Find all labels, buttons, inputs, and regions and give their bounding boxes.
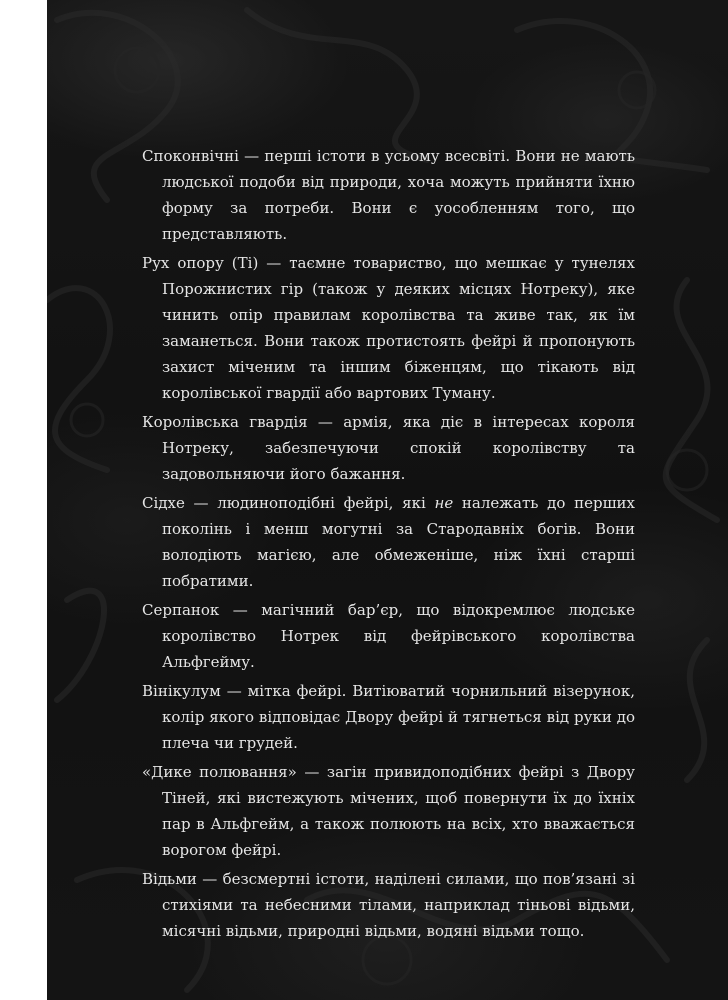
glossary-definition: перші істоти в усьому всесвіті. Вони не мають людської подоби від природи, хоча можуть прийняти їхню форму за потреби. Вони є уособленням того, що представляють. — [162, 147, 635, 243]
term-separator: — — [184, 494, 218, 512]
glossary-definition: безсмертні істоти, наділені силами, що пов’язані зі стихіями та небесними тілами, наприклад тіньові відьми, місячні відьми, природні відьми, водяні відьми тощо. — [162, 870, 635, 940]
term-separator: — — [238, 147, 265, 165]
term-separator: — — [196, 870, 223, 888]
term-separator: — — [296, 763, 327, 781]
glossary-definition-emphasis: не — [434, 494, 454, 512]
glossary-entry-veil — [142, 597, 635, 675]
glossary-entry-primordials — [142, 143, 635, 247]
glossary-entry-sidhe — [142, 490, 635, 594]
glossary-definition-part: людиноподібні фейрі, які — [217, 494, 435, 512]
glossary-definition: магічний бар’єр, що відокремлює людське королівство Нотрек від фейрівського королівства Альфгейму. — [162, 601, 635, 671]
glossary-definition-part: належать до перших поколінь і менш могутні за Стародавніх богів. Вони володіють магією, але обмеженіше, ніж їхні старші побратими. — [162, 494, 635, 590]
glossary-term: Сідхе — [142, 494, 185, 512]
term-separator: — — [258, 254, 290, 272]
glossary-entry-wild-hunt — [142, 759, 635, 863]
term-separator: — — [219, 601, 262, 619]
glossary-term: Серпанок — [142, 601, 220, 619]
glossary-entry-witches — [142, 866, 635, 944]
glossary-term: Споконвічні — [142, 147, 239, 165]
glossary-entry-resistance — [142, 250, 635, 406]
term-separator: — — [220, 682, 248, 700]
glossary-definition: таємне товариство, що мешкає у тунелях Порожнистих гір (також у деяких місцях Нотреку), яке чинить опір правилам королівства та живе так, як їм заманеться. Вони також протистоять фейрі й пропонують захист міченим та іншим біженцям, що тікають від королівської гвардії або вартових Туману. — [162, 254, 635, 402]
glossary-term: Рух опору (Ті) — [142, 254, 259, 272]
glossary-definition: загін привидоподібних фейрі з Двору Тіней, які вистежують мічених, щоб повернути їх до їхніх пар в Альфгейм, а також полюють на всіх, хто вважається ворогом фейрі. — [162, 763, 636, 859]
book-page — [47, 0, 728, 1000]
glossary-entry-royal-guard — [142, 409, 635, 487]
glossary-term: Королівська гвардія — [142, 413, 308, 431]
glossary-definition: армія, яка діє в інтересах короля Нотреку, забезпечуючи спокій королівству та задовольняючи його бажання. — [162, 413, 635, 483]
glossary-entry-vinculum — [142, 678, 635, 756]
glossary-term: Вінікулум — [142, 682, 221, 700]
term-separator: — — [307, 413, 344, 431]
glossary-definition: мітка фейрі. Витіюватий чорнильний візерунок, колір якого відповідає Двору фейрі й тягнеться від руки до плеча чи грудей. — [162, 682, 635, 752]
glossary-term: Відьми — [142, 870, 197, 888]
glossary-term: «Дике полювання» — [142, 763, 297, 781]
glossary-list — [142, 143, 635, 947]
